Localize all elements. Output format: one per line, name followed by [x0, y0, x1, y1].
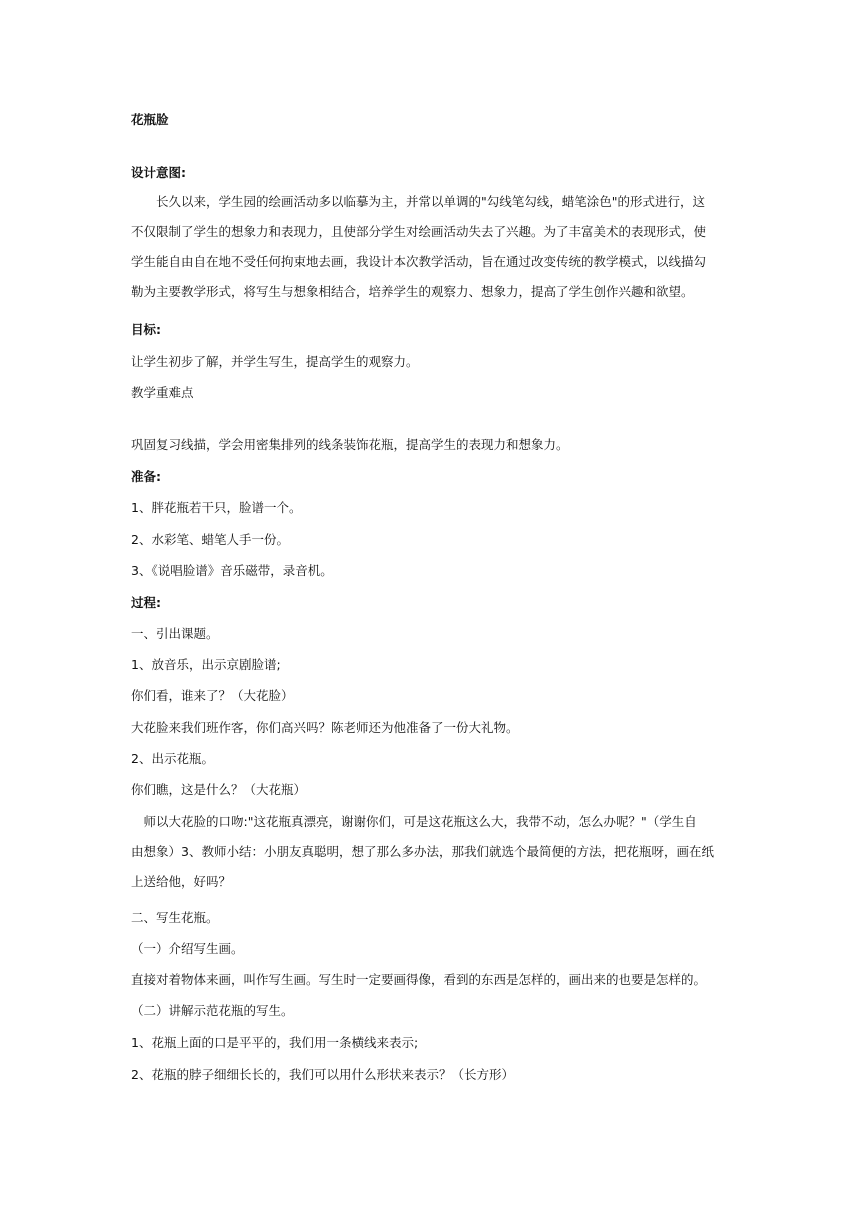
teacher-line: 上送给他，好吗？ [131, 874, 232, 889]
prep-heading: 准备: [131, 469, 161, 484]
process-line: 大花脸来我们班作客，你们高兴吗？陈老师还为他准备了一份大礼物。 [131, 720, 519, 735]
sketch-line: 1、花瓶上面的口是平平的，我们用一条横线来表示; [131, 1035, 419, 1050]
key-text: 巩固复习线描，学会用密集排列的线条装饰花瓶，提高学生的表现力和想象力。 [131, 437, 569, 452]
goal-text: 让学生初步了解，并学生写生，提高学生的观察力。 [131, 354, 419, 369]
sketch-line: 二、写生花瓶。 [131, 910, 219, 925]
design-line: 勒为主要教学形式，将写生与想象相结合，培养学生的观察力、想象力，提高了学生创作兴趣和欲望。 [131, 284, 694, 299]
process-line: 你们看，谁来了？（大花脸） [131, 688, 294, 703]
design-line: 不仅限制了学生的想象力和表现力，且使部分学生对绘画活动失去了兴趣。为了丰富美术的表现形式，使 [131, 224, 707, 239]
process-heading: 过程: [131, 595, 161, 610]
design-line: 长久以来，学生园的绘画活动多以临摹为主，并常以单调的"勾线笔勾线，蜡笔涂色"的形式进行，这 [131, 194, 706, 209]
doc-title: 花瓶脸 [131, 112, 169, 127]
sketch-line: 2、花瓶的脖子细细长长的，我们可以用什么形状来表示？（长方形） [131, 1067, 514, 1082]
sketch-line: （二）讲解示范花瓶的写生。 [131, 1003, 294, 1018]
key-heading: 教学重难点 [131, 385, 194, 400]
sketch-line: （一）介绍写生画。 [131, 941, 244, 956]
design-line: 学生能自由自在地不受任何拘束地去画，我设计本次教学活动，旨在通过改变传统的教学模式，以线描勾 [131, 254, 707, 269]
prep-item: 2、水彩笔、蜡笔人手一份。 [131, 532, 289, 547]
design-heading: 设计意图: [131, 165, 186, 180]
prep-item: 1、胖花瓶若干只，脸谱一个。 [131, 500, 302, 515]
process-line: 一、引出课题。 [131, 626, 219, 641]
goal-heading: 目标: [131, 322, 161, 337]
process-line: 你们瞧，这是什么？（大花瓶） [131, 782, 307, 797]
teacher-paragraph [131, 807, 729, 897]
teacher-line: 师以大花脸的口吻:"这花瓶真漂亮，谢谢你们，可是这花瓶这么大，我带不动，怎么办呢？"（学生自 [131, 814, 697, 829]
process-line: 2、出示花瓶。 [131, 751, 214, 766]
process-line: 1、放音乐，出示京剧脸谱; [131, 657, 281, 672]
sketch-line: 直接对着物体来画，叫作写生画。写生时一定要画得像，看到的东西是怎样的，画出来的也要是怎样的。 [131, 972, 707, 987]
prep-item: 3、《说唱脸谱》音乐磁带，录音机。 [131, 563, 333, 578]
teacher-line: 由想象）3、教师小结：小朋友真聪明，想了那么多办法，那我们就选个最简便的方法，把花瓶呀，画在纸 [131, 844, 714, 859]
design-paragraph [131, 187, 729, 307]
